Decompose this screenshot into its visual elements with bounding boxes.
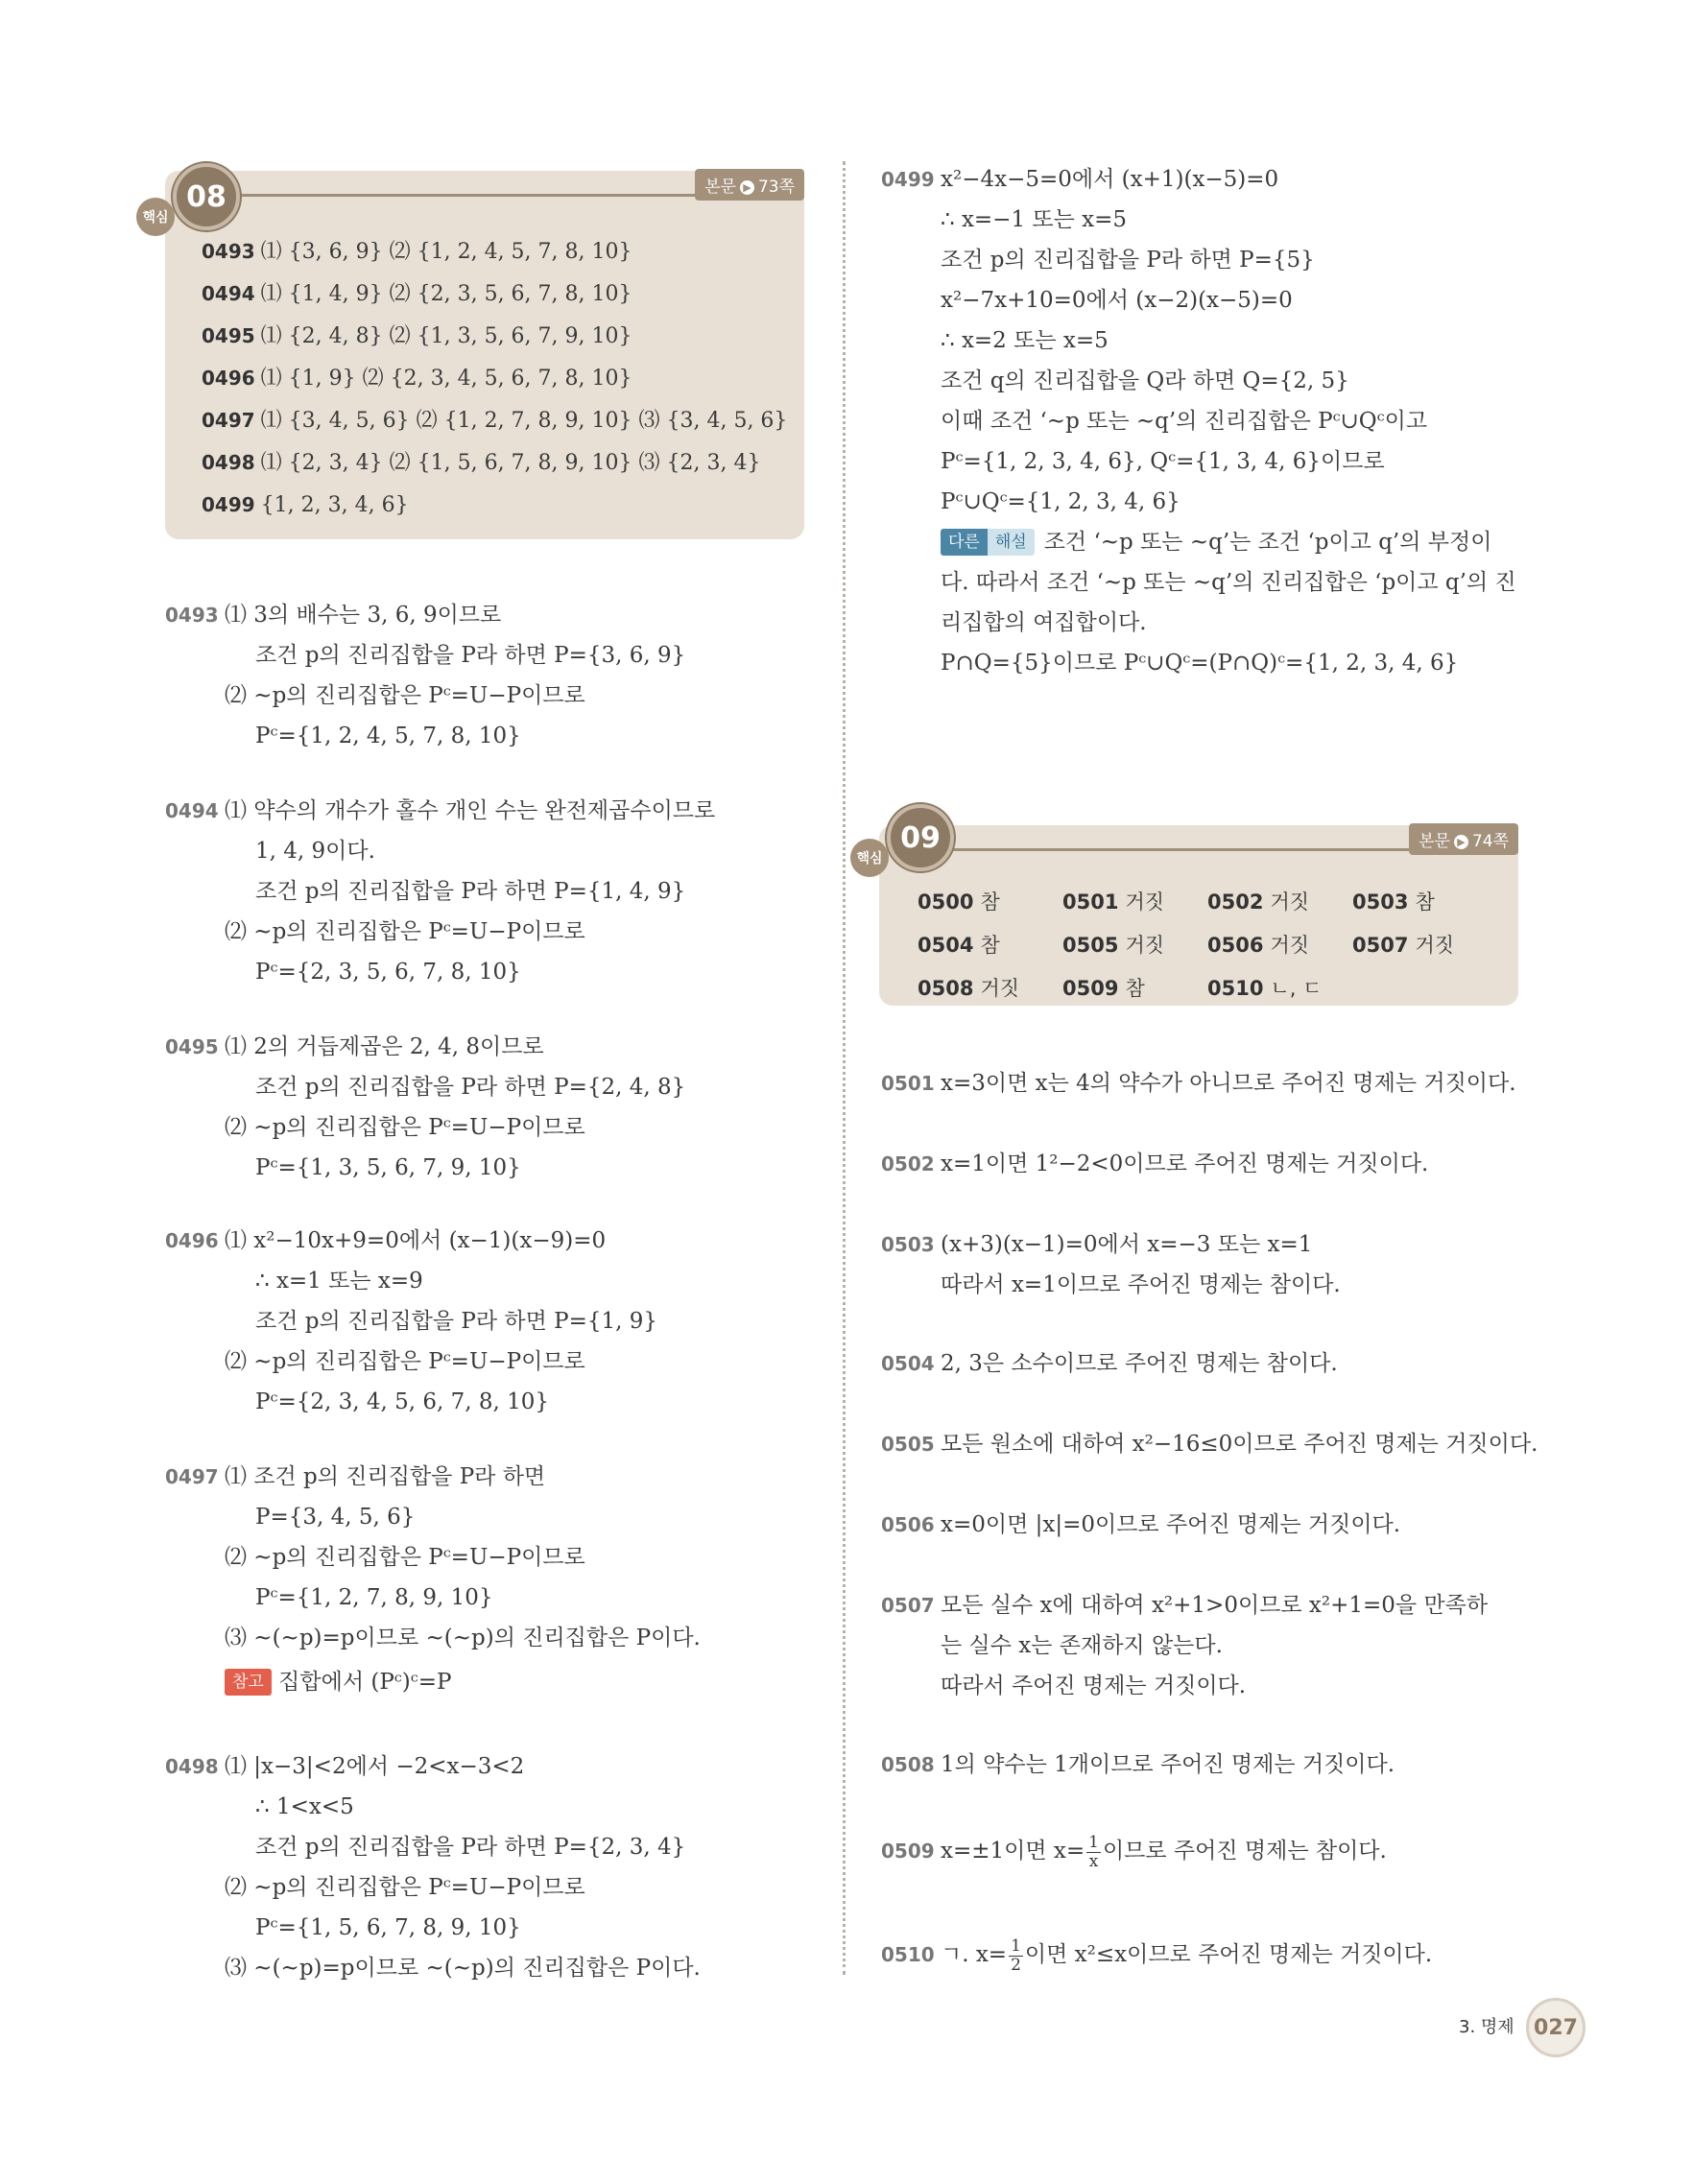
solution-0495: 0495 ⑴ 2의 거듭제곱은 2, 4, 8이므로 조건 p의 진리집합을 P라 하면 P={2, 4, 8} ⑵ ~p의 진리집합은 Pᶜ=U−P이므로 Pᶜ={1, 3, 5, 6, 7, 9, 10} — [165, 1027, 685, 1188]
problem-number: 0504 — [881, 1352, 935, 1375]
alt-solution-tag: 다른 — [941, 529, 988, 556]
answer-row: 0499 {1, 2, 3, 4, 6} — [202, 493, 409, 517]
answer-cell: 0505 거짓 — [1062, 934, 1165, 957]
answer-row: 0497 ⑴ {3, 4, 5, 6} ⑵ {1, 2, 7, 8, 9, 10} ⑶ {3, 4, 5, 6} — [202, 409, 788, 433]
answer-row: 0493 ⑴ {3, 6, 9} ⑵ {1, 2, 4, 5, 7, 8, 10} — [202, 240, 632, 264]
solution-0493: 0493 ⑴ 3의 배수는 3, 6, 9이므로 조건 p의 진리집합을 P라 하면 P={3, 6, 9} ⑵ ~p의 진리집합은 Pᶜ=U−P이므로 Pᶜ={1, 2, 4, 5, 7, 8, 10} — [165, 595, 685, 756]
solution-0499: 0499 x²−4x−5=0에서 (x+1)(x−5)=0 ∴ x=−1 또는 x=5 조건 p의 진리집합을 P라 하면 P={5} x²−7x+10=0에서 (x−2)(x−5)=0 ∴ x=2 또는 x=5 조건 q의 진리집합을 Q라 하면 Q={2, 5} 이때 조건 ‘~p 또는 ~q’의 진리집합은 Pᶜ∪Qᶜ이고 Pᶜ={1, 2, 3, 4, 6}, Qᶜ={1, 3, 4, 6}이므로 Pᶜ∪Qᶜ={1, 2, 3, 4, 6} 다른 해설 조건 ‘~p 또는 ~q’는 조건 ‘p이고 q’의 부정이 다. 따라서 조건 ‘~p 또는 ~q’의 진리집합은 ‘p이고 q’의 진 리집합의 여집합이다. P∩Q={5}이므로 Pᶜ∪Qᶜ=(P∩Q)ᶜ={1, 2, 3, 4, 6} — [881, 159, 1516, 683]
answer-row: 0495 ⑴ {2, 4, 8} ⑵ {1, 3, 5, 6, 7, 9, 10} — [202, 324, 632, 348]
answer-box-09 — [856, 820, 1518, 1006]
solution-0510: 0510 ㄱ. x= $\frac{1}{2}$ 이면 x²≤x이므로 주어진 명제는 거짓이다. — [881, 1935, 1433, 1975]
arrow-right-icon: ▶ — [740, 180, 754, 195]
problem-number: 0505 — [881, 1433, 935, 1456]
solution-0504: 0504 2, 3은 소수이므로 주어진 명제는 참이다. — [881, 1343, 1338, 1384]
answer-grid — [918, 881, 1497, 1010]
answer-cell: 0502 거짓 — [1207, 890, 1310, 914]
answer-cell: 0501 거짓 — [1062, 890, 1165, 914]
solution-0497: 0497 ⑴ 조건 p의 진리집합을 P라 하면 P={3, 4, 5, 6} ⑵ ~p의 진리집합은 Pᶜ=U−P이므로 Pᶜ={1, 2, 7, 8, 9, 10} ⑶ ~(~p)=p이므로 ~(~p)의 진리집합은 P이다. 참고 집합에서 (Pᶜ)ᶜ=P — [165, 1457, 701, 1702]
note-tag: 참고 — [225, 1669, 272, 1696]
answer-cell: 0504 참 — [918, 934, 1000, 957]
answer-cell: 0506 거짓 — [1207, 934, 1310, 957]
solution-0506: 0506 x=0이면 |x|=0이므로 주어진 명제는 거짓이다. — [881, 1505, 1400, 1545]
fraction: $\frac{1}{2}$ — [1011, 1935, 1021, 1975]
problem-number: 0506 — [881, 1513, 935, 1536]
problem-number: 0502 — [881, 1152, 935, 1175]
problem-number: 0498 — [165, 1755, 219, 1778]
core-label-badge: 핵심 — [136, 198, 175, 236]
problem-number: 0503 — [881, 1233, 935, 1256]
problem-number: 0499 — [881, 168, 935, 191]
solution-0509: 0509 x=±1이면 x= $\frac{1}{x}$ 이므로 주어진 명제는 참이다. — [881, 1832, 1387, 1871]
problem-number: 0510 — [881, 1943, 935, 1966]
problem-number: 0494 — [165, 799, 219, 822]
answer-row: 0498 ⑴ {2, 3, 4} ⑵ {1, 5, 6, 7, 8, 9, 10} ⑶ {2, 3, 4} — [202, 451, 761, 475]
section-number-badge: 08 — [173, 163, 240, 230]
solution-0496: 0496 ⑴ x²−10x+9=0에서 (x−1)(x−9)=0 ∴ x=1 또는 x=9 조건 p의 진리집합을 P라 하면 P={1, 9} ⑵ ~p의 진리집합은 Pᶜ=U−P이므로 Pᶜ={2, 3, 4, 5, 6, 7, 8, 10} — [165, 1221, 657, 1422]
core-label-badge: 핵심 — [850, 839, 889, 877]
problem-number: 0508 — [881, 1753, 935, 1776]
answer-cell: 0503 참 — [1352, 890, 1435, 914]
answer-cell: 0509 참 — [1062, 977, 1145, 1000]
problem-number: 0496 — [165, 1229, 219, 1252]
problem-number: 0507 — [881, 1594, 935, 1617]
alt-solution-tag-2: 해설 — [988, 529, 1035, 556]
problem-number: 0497 — [165, 1465, 219, 1488]
solution-0498: 0498 ⑴ |x−3|<2에서 −2<x−3<2 ∴ 1<x<5 조건 p의 진리집합을 P라 하면 P={2, 3, 4} ⑵ ~p의 진리집합은 Pᶜ=U−P이므로 Pᶜ={1, 5, 6, 7, 8, 9, 10} ⑶ ~(~p)=p이므로 ~(~p)의 진리집합은 P이다. — [165, 1746, 701, 1988]
section-number-badge: 09 — [887, 804, 954, 871]
textbook-page-ref: 본문 ▶ 74쪽 — [1409, 823, 1518, 855]
answer-row: 0494 ⑴ {1, 4, 9} ⑵ {2, 3, 5, 6, 7, 8, 10} — [202, 282, 632, 306]
answer-row: 0496 ⑴ {1, 9} ⑵ {2, 3, 4, 5, 6, 7, 8, 10} — [202, 367, 632, 391]
section-footer: 3. 명제 — [1459, 2017, 1514, 2037]
solution-0503: 0503 (x+3)(x−1)=0에서 x=−3 또는 x=1 따라서 x=1이므로 주어진 명제는 참이다. — [881, 1224, 1341, 1305]
column-divider — [843, 161, 846, 1975]
problem-number: 0509 — [881, 1840, 935, 1863]
answer-cell: 0508 거짓 — [918, 977, 1020, 1000]
fraction: $\frac{1}{x}$ — [1088, 1832, 1099, 1871]
answer-list — [202, 230, 787, 526]
problem-number: 0493 — [165, 604, 219, 627]
solution-0494: 0494 ⑴ 약수의 개수가 홀수 개인 수는 완전제곱수이므로 1, 4, 9이다. 조건 p의 진리집합을 P라 하면 P={1, 4, 9} ⑵ ~p의 진리집합은 Pᶜ=U−P이므로 Pᶜ={2, 3, 5, 6, 7, 8, 10} — [165, 791, 715, 992]
solution-0501: 0501 x=3이면 x는 4의 약수가 아니므로 주어진 명제는 거짓이다. — [881, 1063, 1516, 1104]
answer-cell: 0500 참 — [918, 890, 1000, 914]
arrow-right-icon: ▶ — [1454, 835, 1468, 849]
problem-number: 0495 — [165, 1035, 219, 1058]
solution-0507: 0507 모든 실수 x에 대하여 x²+1>0이므로 x²+1=0을 만족하 는 실수 x는 존재하지 않는다. 따라서 주어진 명제는 거짓이다. — [881, 1585, 1488, 1706]
solution-0502: 0502 x=1이면 1²−2<0이므로 주어진 명제는 거짓이다. — [881, 1144, 1428, 1184]
answer-cell: 0510 ㄴ, ㄷ — [1207, 977, 1323, 1000]
solution-0508: 0508 1의 약수는 1개이므로 주어진 명제는 거짓이다. — [881, 1745, 1395, 1785]
answer-box-08 — [142, 171, 804, 539]
answer-cell: 0507 거짓 — [1352, 934, 1455, 957]
problem-number: 0501 — [881, 1072, 935, 1095]
solution-0505: 0505 모든 원소에 대하여 x²−16≤0이므로 주어진 명제는 거짓이다. — [881, 1424, 1538, 1464]
page-number: 027 — [1526, 1998, 1586, 2057]
textbook-page-ref: 본문 ▶ 73쪽 — [695, 169, 804, 201]
